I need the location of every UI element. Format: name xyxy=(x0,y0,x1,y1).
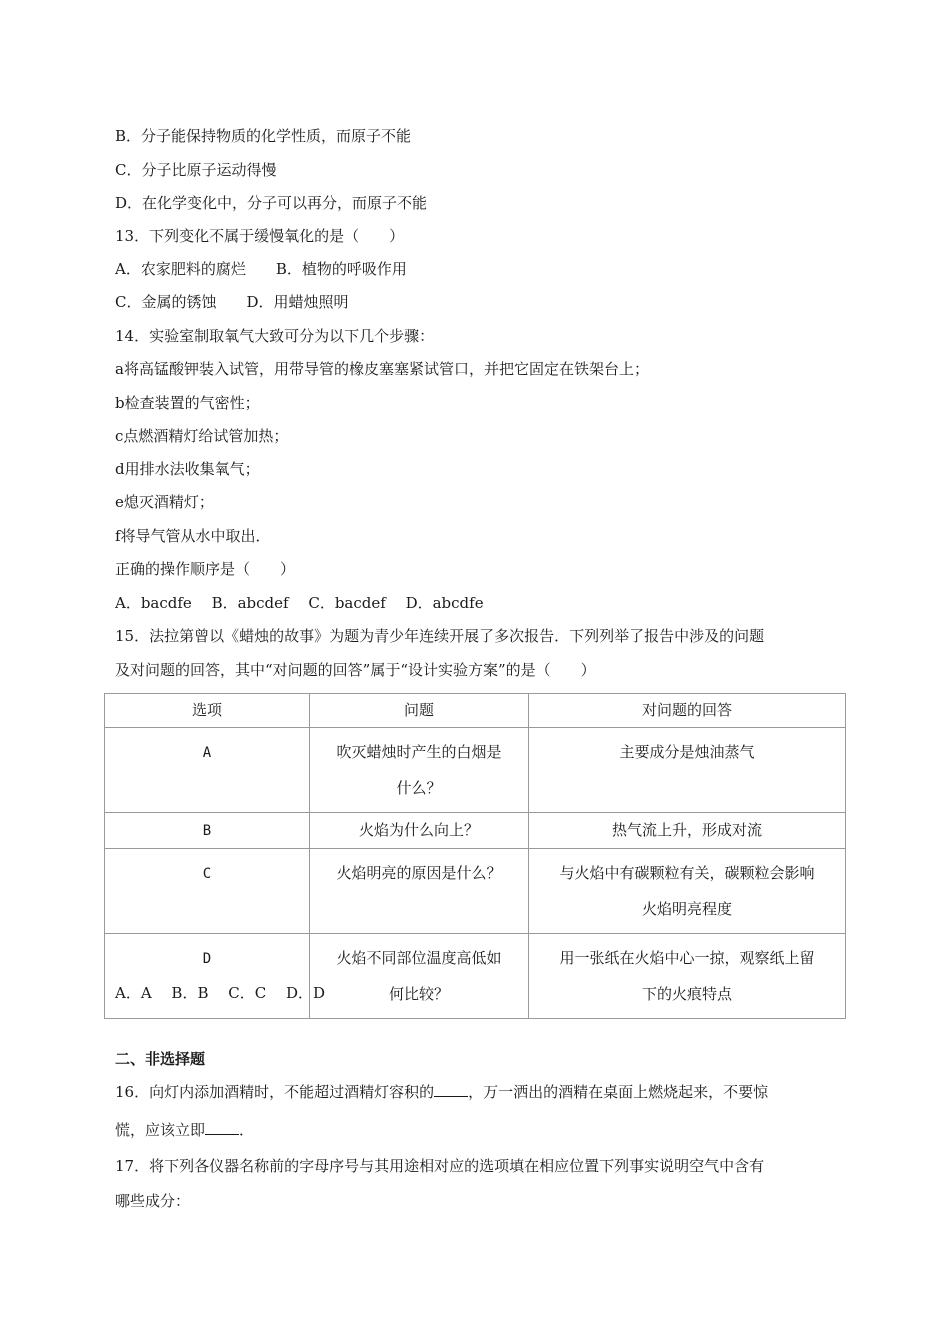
question-17-line1: 17．将下列各仪器名称前的字母序号与其用途相对应的选项填在相应位置下列事实说明空气中含有 xyxy=(115,1157,765,1175)
answer-blank[interactable] xyxy=(434,1082,468,1097)
question-14-step-c: c点燃酒精灯给试管加热； xyxy=(115,427,289,445)
question-16-text-a: 16．向灯内添加酒精时，不能超过酒精灯容积的 xyxy=(115,1083,435,1101)
table-cell-option xyxy=(105,728,310,813)
table-header-question: 问题 xyxy=(310,694,529,728)
question-16-text-b: ，万一洒出的酒精在桌面上燃烧起来，不要惊 xyxy=(468,1083,769,1101)
table-row xyxy=(105,849,846,934)
question-14-ask: 正确的操作顺序是（ ） xyxy=(115,560,296,578)
table-cell-question xyxy=(310,934,529,1019)
table-cell-option xyxy=(105,849,310,934)
question-text-line: 火焰明亮的原因是什么？ xyxy=(336,864,502,882)
option-d-line: D．在化学变化中，分子可以再分，而原子不能 xyxy=(115,194,428,212)
question-text-line: 什么？ xyxy=(396,779,442,797)
question-text-line: 火焰不同部位温度高低如 xyxy=(336,949,502,967)
question-14-options: A．bacdfe B．abcdef C．bacdef D．abcdfe xyxy=(115,594,484,612)
question-14-step-b: b检查装置的气密性； xyxy=(115,394,260,412)
option-label: B xyxy=(202,823,212,839)
option-c-line: C．分子比原子运动得慢 xyxy=(115,161,277,179)
question-16-line1 xyxy=(115,1082,768,1102)
table-cell-answer xyxy=(529,849,846,934)
table-row xyxy=(105,813,846,849)
question-14-step-f: f将导气管从水中取出． xyxy=(115,527,271,545)
section-heading: 二、非选择题 xyxy=(115,1050,206,1068)
table-cell-option xyxy=(105,813,310,849)
question-text-line: 吹灭蜡烛时产生的白烟是 xyxy=(336,743,502,761)
question-15-line2: 及对问题的回答，其中“对问题的回答”属于“设计实验方案”的是（ ） xyxy=(115,661,596,679)
question-13-options-cd: C．金属的锈蚀 D．用蜡烛照明 xyxy=(115,293,349,311)
question-14-step-d: d用排水法收集氧气； xyxy=(115,460,260,478)
question-15-table xyxy=(104,693,846,1019)
answer-text-line: 用一张纸在火焰中心一掠，观察纸上留 xyxy=(559,949,815,967)
question-15-options: A．A B．B C．C D．D xyxy=(115,984,326,1002)
question-text-line: 火焰为什么向上？ xyxy=(358,821,479,839)
table-row xyxy=(105,728,846,813)
table-cell-option xyxy=(105,934,310,1019)
table-header-option: 选项 xyxy=(105,694,310,728)
question-16-text-d: ． xyxy=(239,1121,255,1139)
question-14-step-e: e熄灭酒精灯； xyxy=(115,493,214,511)
question-16-text-c: 慌，应该立即 xyxy=(115,1121,206,1139)
option-label: D xyxy=(202,951,212,967)
option-label: C xyxy=(202,866,212,882)
table-row xyxy=(105,934,846,1019)
option-label: A xyxy=(202,745,212,761)
question-17-line2: 哪些成分： xyxy=(115,1192,191,1210)
table-header-row xyxy=(105,694,846,728)
option-b-line: B．分子能保持物质的化学性质，而原子不能 xyxy=(115,127,412,145)
question-16-line2 xyxy=(115,1120,254,1140)
answer-text-line: 与火焰中有碳颗粒有关，碳颗粒会影响 xyxy=(559,864,815,882)
question-14-step-a: a将高锰酸钾装入试管，用带导管的橡皮塞塞紧试管口，并把它固定在铁架台上； xyxy=(115,360,649,378)
question-text-line: 何比较？ xyxy=(388,985,449,1003)
table-cell-question xyxy=(310,728,529,813)
question-15-line1: 15．法拉第曾以《蜡烛的故事》为题为青少年连续开展了多次报告．下列列举了报告中涉及的问题 xyxy=(115,627,765,645)
answer-text-line: 主要成分是烛油蒸气 xyxy=(619,743,755,761)
table-cell-answer xyxy=(529,728,846,813)
answer-blank[interactable] xyxy=(205,1120,239,1135)
answer-text-line: 火焰明亮程度 xyxy=(641,900,732,918)
table-cell-answer xyxy=(529,813,846,849)
question-13: 13．下列变化不属于缓慢氧化的是（ ） xyxy=(115,227,405,245)
question-14: 14．实验室制取氧气大致可分为以下几个步骤： xyxy=(115,327,435,345)
table-cell-question xyxy=(310,849,529,934)
table-cell-answer xyxy=(529,934,846,1019)
answer-text-line: 热气流上升，形成对流 xyxy=(611,821,762,839)
table-header-answer: 对问题的回答 xyxy=(529,694,846,728)
question-13-options-ab: A．农家肥料的腐烂 B．植物的呼吸作用 xyxy=(115,260,407,278)
table-cell-question xyxy=(310,813,529,849)
answer-text-line: 下的火痕特点 xyxy=(641,985,732,1003)
